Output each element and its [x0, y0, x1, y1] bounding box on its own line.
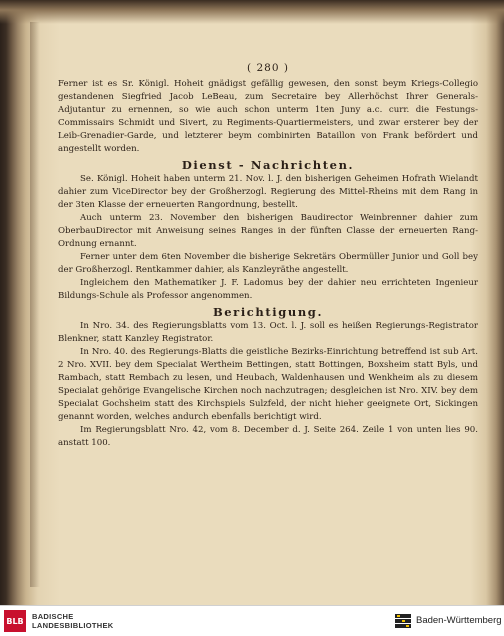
page-number: ( 280 ) — [247, 62, 289, 74]
blb-logo[interactable]: BLB — [4, 610, 26, 632]
library-name-line1: BADISCHE — [32, 612, 74, 621]
library-name[interactable] — [32, 612, 113, 630]
lions-crest-icon — [394, 613, 412, 629]
paragraph-wielandt: Se. Königl. Hoheit haben unterm 21. Nov. l. J. den bisherigen Geheimen Hofrath Wielandt dahier zum ViceDirector bey der Großherzogl. Regierung des Mittel-Rheins mit dem Rang in der 3ten Klasse der erneuerten Rangordnung, bestellt. — [58, 173, 478, 210]
paragraph-obermueller: Ferner unter dem 6ten November die bisherige Sekretärs Obermüller Junior und Goll bey der Großherzogl. Rentkammer dahier, als Kanzleyräthe angestellt. — [58, 252, 478, 276]
paragraph-regierungsblatt-42: Im Regierungsblatt Nro. 42, vom 8. December d. J. Seite 264. Zeile 1 von unten lies 90. anstatt 100. — [58, 425, 478, 449]
paragraph-weinbrenner: Auch unterm 23. November den bisherigen Baudirector Weinbrenner dahier zum OberbauDirector mit Anweisung seines Ranges in der fünften Classe der erneuerten Rang-Ordnung ernannt. — [58, 212, 478, 250]
heading-berichtigung: Berichtigung. — [212, 304, 324, 319]
paragraph-blenkner: In Nro. 34. des Regierungsblatts vom 13. Oct. l. J. soll es heißen Regierungs-Registrator Blenkner, statt Kanzley Registrator. — [58, 320, 478, 344]
library-name-line2: LANDESBIBLIOTHEK — [32, 621, 114, 630]
paragraph-lebeau: Ferner ist es Sr. Königl. Hoheit gnädigst gefällig gewesen, den sonst beym Kriegs-Collegio gestandenen Siegfried Jacob LeBeau, zum Secretaire bey Allerhöchst Ihrer Generals-Adjutantur zu ernennen, so wie auch schon unterm 1ten Juny a.c. curr. die Festungs-Commissairs Schmidt und Sivert, zu Regiments-Quartiermeisters, und zwar ersterer bey der Leib-Grenadier-Garde, und letzterer beym combinirten Bataillon von Frank befördert und angestellt worden. — [58, 79, 478, 155]
paragraph-ladomus: Ingleichem den Mathematiker J. F. Ladomus bey der dahier neu errichteten Ingenieur Bildungs-Schule als Professor angenommen. — [58, 278, 478, 302]
viewer-footer — [0, 605, 504, 636]
paragraph-bezirks-einrichtung: In Nro. 40. des Regierungs-Blatts die geistliche Bezirks-Einrichtung betreffend ist sub Art. 2 Nro. XVII. bey dem Specialat Wertheim Bettingen, statt Bottingen, Boxsheim statt Byls, und Rambach, statt Rembach zu lesen, und Heubach, Waldenhausen und Wenkheim als zu diesem Specialat gehörige Evangelische Kirchen noch nachzutragen; desgleichen ist Nro. XIV. bey dem Specialat Gochsheim statt des Kirchspiels Sulzfeld, der nicht hieher geeignete Ort, Sickingen genannt worden, welches andurch ebenfalls berichtigt wird. — [58, 346, 478, 423]
document-page — [58, 62, 478, 582]
heading-dienst-nachrichten: Dienst - Nachrichten. — [181, 157, 355, 172]
state-name[interactable]: Baden-Württemberg — [416, 615, 502, 626]
